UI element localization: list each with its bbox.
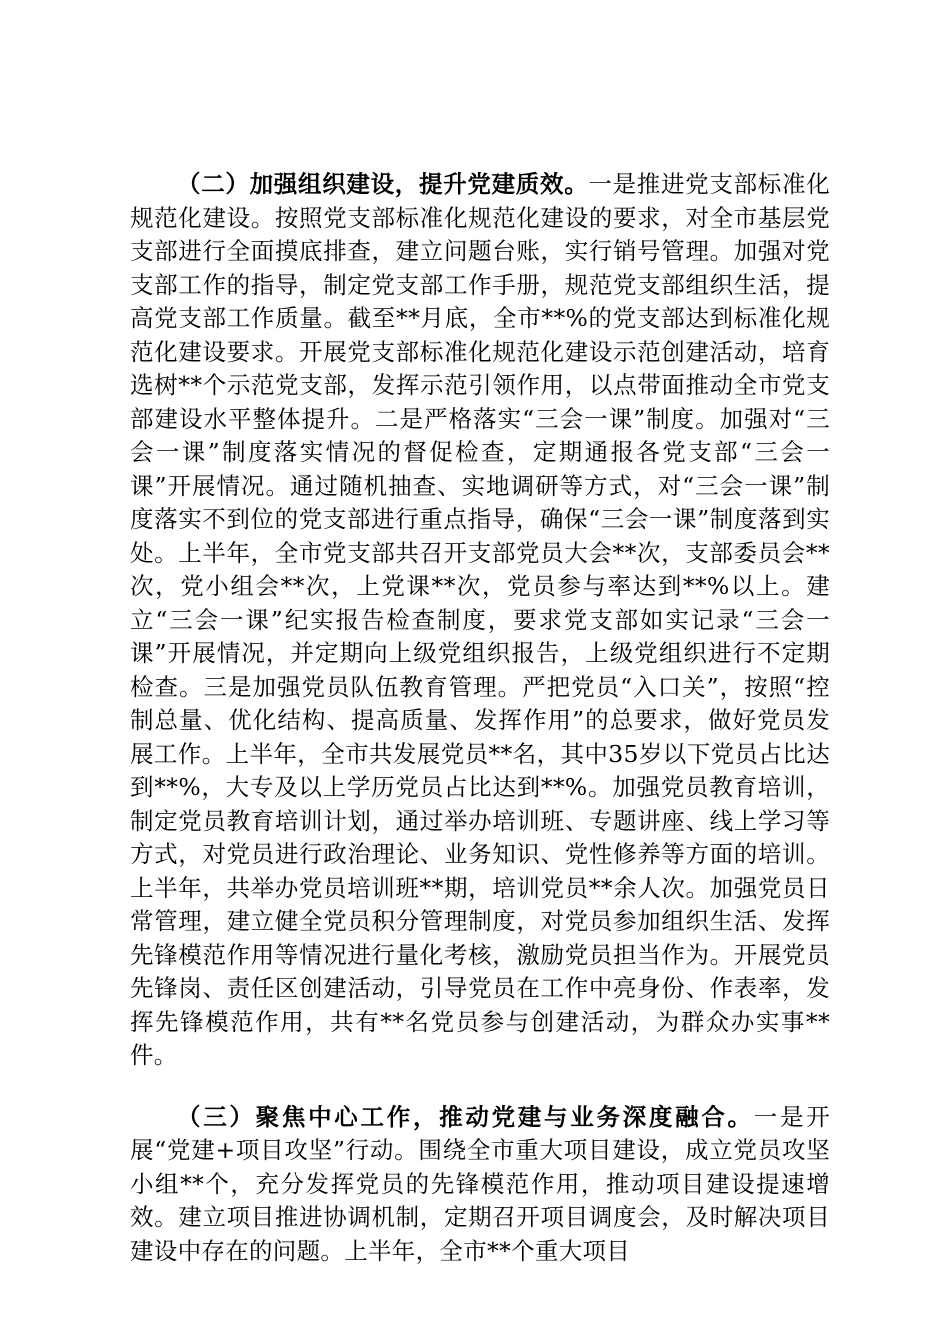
paragraph-section-2: [130, 168, 830, 1073]
paragraph-section-3: [130, 1101, 830, 1269]
document-page: [130, 168, 830, 1268]
section-3-body: 一是开展“党建+项目攻坚”行动。围绕全市重大项目建设，成立党员攻坚小组**个，充分发挥党员的先锋模范作用，推动项目建设提速增效。建立项目推进协调机制，定期召开项目调度会，及时解决项目建设中存在的问题。上半年，全市**个重大项目: [130, 1102, 830, 1265]
section-2-heading: （二）加强组织建设，提升党建质效。: [177, 170, 589, 198]
section-2-body: 一是推进党支部标准化规范化建设。按照党支部标准化规范化建设的要求，对全市基层党支部进行全面摸底排查，建立问题台账，实行销号管理。加强对党支部工作的指导，制定党支部工作手册，规范党支部组织生活，提高党支部工作质量。截至**月底，全市**%的党支部达到标准化规范化建设要求。开展党支部标准化规范化建设示范创建活动，培育选树**个示范党支部，发挥示范引领作用，以点带面推动全市党支部建设水平整体提升。二是严格落实“三会一课”制度。加强对“三会一课”制度落实情况的督促检查，定期通报各党支部“三会一课”开展情况。通过随机抽查、实地调研等方式，对“三会一课”制度落实不到位的党支部进行重点指导，确保“三会一课”制度落到实处。上半年，全市党支部共召开支部党员大会**次，支部委员会**次，党小组会**次，上党课**次，党员参与率达到**%以上。建立“三会一课”纪实报告检查制度，要求党支部如实记录“三会一课”开展情况，并定期向上级党组织报告，上级党组织进行不定期检查。三是加强党员队伍教育管理。严把党员“入口关”，按照“控制总量、优化结构、提高质量、发挥作用”的总要求，做好党员发展工作。上半年，全市共发展党员**名，其中35岁以下党员占比达到**%，大专及以上学历党员占比达到**%。加强党员教育培训，制定党员教育培训计划，通过举办培训班、专题讲座、线上学习等方式，对党员进行政治理论、业务知识、党性修养等方面的培训。上半年，共举办党员培训班**期，培训党员**余人次。加强党员日常管理，建立健全党员积分管理制度，对党员参加组织生活、发挥先锋模范作用等情况进行量化考核，激励党员担当作为。开展党员先锋岗、责任区创建活动，引导党员在工作中亮身份、作表率，发挥先锋模范作用，共有**名党员参与创建活动，为群众办实事**件。: [130, 170, 831, 1069]
section-3-heading: （三）聚焦中心工作，推动党建与业务深度融合。: [177, 1102, 754, 1131]
